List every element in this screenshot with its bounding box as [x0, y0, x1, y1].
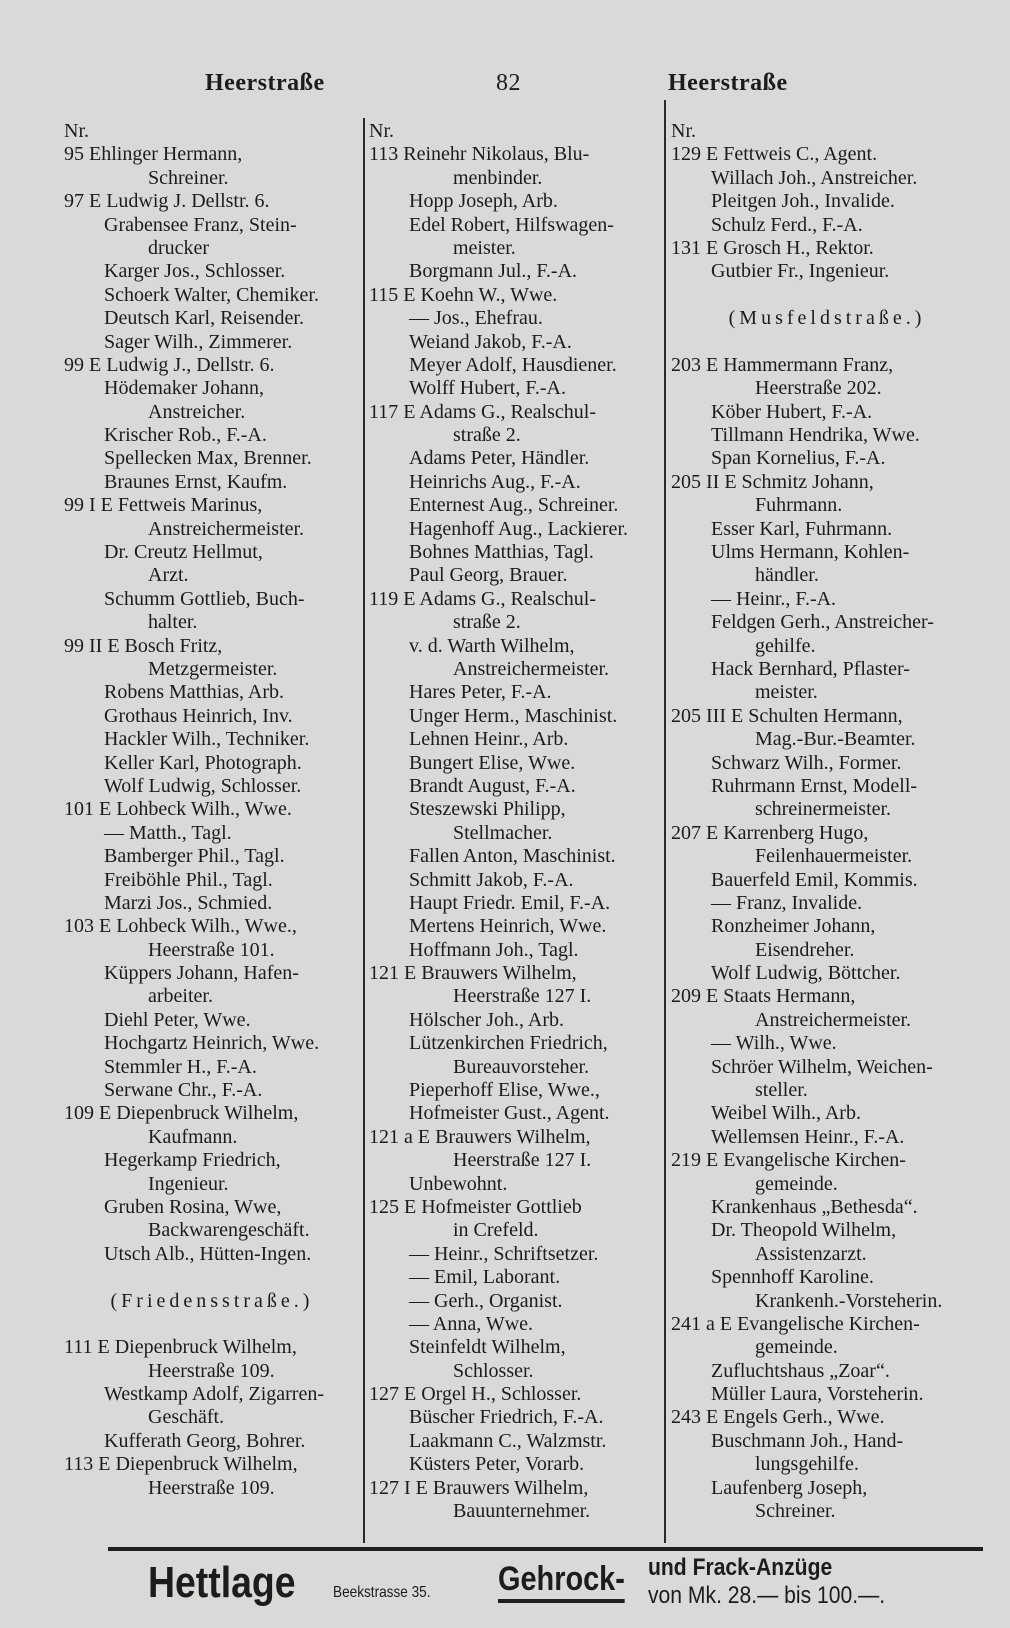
resident-entry: Schmitt Jakob, F.-A.: [409, 868, 574, 891]
resident-entry: Utsch Alb., Hütten-Ingen.: [104, 1242, 312, 1265]
resident-entry: Spennhoff Karoline.: [711, 1266, 874, 1289]
house-entry: 119 E Adams G., Realschul-: [369, 587, 597, 610]
resident-entry: Tillmann Hendrika, Wwe.: [711, 424, 920, 447]
resident-entry: halter.: [148, 611, 198, 634]
resident-entry: Grothaus Heinrich, Inv.: [104, 704, 293, 727]
resident-entry: Unbewohnt.: [409, 1172, 508, 1195]
resident-entry: straße 2.: [453, 424, 521, 447]
left-running-title: Heerstraße: [205, 70, 325, 96]
resident-entry: Bauunternehmer.: [453, 1500, 591, 1523]
resident-entry: Span Kornelius, F.-A.: [711, 447, 886, 470]
house-entry: 241 a E Evangelische Kirchen-: [671, 1312, 920, 1335]
resident-entry: Anstreicher.: [148, 400, 246, 423]
resident-entry: Hackler Wilh., Techniker.: [104, 728, 310, 751]
house-entry: 243 E Engels Gerh., Wwe.: [671, 1406, 885, 1429]
resident-entry: Hack Bernhard, Pflaster-: [711, 657, 910, 680]
resident-entry: Schreiner.: [755, 1500, 836, 1523]
house-entry: 207 E Karrenberg Hugo,: [671, 821, 869, 844]
resident-entry: Ruhrmann Ernst, Modell-: [711, 774, 918, 797]
resident-entry: Karger Jos., Schlosser.: [104, 260, 286, 283]
resident-entry: Ulms Hermann, Kohlen-: [711, 541, 910, 564]
resident-entry: Küsters Peter, Vorarb.: [409, 1453, 585, 1476]
resident-entry: Bamberger Phil., Tagl.: [104, 845, 285, 868]
resident-entry: Kufferath Georg, Bohrer.: [104, 1429, 306, 1452]
resident-entry: Edel Robert, Hilfswagen-: [409, 213, 614, 236]
resident-entry: Meyer Adolf, Hausdiener.: [409, 353, 617, 376]
resident-entry: Metzgermeister.: [148, 657, 278, 680]
resident-entry: Schlosser.: [453, 1359, 534, 1382]
resident-entry: Schoerk Walter, Chemiker.: [104, 283, 319, 306]
column-3: [671, 120, 983, 1523]
house-entry: 203 E Hammermann Franz,: [671, 353, 894, 376]
column-divider: [363, 118, 365, 1543]
resident-entry: — Gerh., Organist.: [409, 1289, 563, 1312]
house-entry: 99 E Ludwig J., Dellstr. 6.: [64, 353, 275, 376]
resident-entry: straße 2.: [453, 611, 521, 634]
resident-entry: — Heinr., F.-A.: [711, 587, 837, 610]
resident-entry: Laakmann C., Walzmstr.: [409, 1429, 607, 1452]
resident-entry: Buschmann Joh., Hand-: [711, 1429, 904, 1452]
house-entry: 121 E Brauwers Wilhelm,: [369, 962, 577, 985]
house-entry: 103 E Lohbeck Wilh., Wwe.,: [64, 915, 297, 938]
resident-entry: Adams Peter, Händler.: [409, 447, 590, 470]
house-entry: 127 E Orgel H., Schlosser.: [369, 1383, 582, 1406]
house-entry: Nr.: [64, 120, 89, 142]
resident-entry: Eisendreher.: [755, 938, 855, 961]
street-subheading: (Musfeldstraße.): [728, 307, 926, 330]
resident-entry: Stellmacher.: [453, 821, 553, 844]
resident-entry: Anstreichermeister.: [148, 517, 305, 540]
house-entry: 127 I E Brauwers Wilhelm,: [369, 1476, 589, 1499]
resident-entry: Hödemaker Johann,: [104, 377, 264, 400]
resident-entry: Wolf Ludwig, Böttcher.: [711, 962, 901, 985]
resident-entry: Pieperhoff Elise, Wwe.,: [409, 1079, 600, 1102]
resident-entry: Dr. Creutz Hellmut,: [104, 541, 263, 564]
resident-entry: Hopp Joseph, Arb.: [409, 190, 558, 213]
resident-entry: Kaufmann.: [148, 1125, 238, 1148]
resident-entry: drucker: [148, 236, 210, 259]
resident-entry: Freiböhle Phil., Tagl.: [104, 868, 273, 891]
house-entry: 117 E Adams G., Realschul-: [369, 400, 597, 423]
resident-entry: Deutsch Karl, Reisender.: [104, 307, 304, 330]
resident-entry: Mag.-Bur.-Beamter.: [755, 728, 916, 751]
resident-entry: Westkamp Adolf, Zigarren-: [104, 1383, 324, 1406]
resident-entry: Hofmeister Gust., Agent.: [409, 1102, 610, 1125]
resident-entry: Borgmann Jul., F.-A.: [409, 260, 578, 283]
resident-entry: Fuhrmann.: [755, 494, 843, 517]
ad-brand: Hettlage: [148, 1558, 296, 1607]
house-entry: 101 E Lohbeck Wilh., Wwe.: [64, 798, 292, 821]
resident-entry: lungsgehilfe.: [755, 1453, 859, 1476]
house-entry: 95 Ehlinger Hermann,: [64, 143, 243, 166]
ad-line-2: von Mk. 28.— bis 100.—.: [648, 1582, 886, 1609]
resident-entry: Unger Herm., Maschinist.: [409, 704, 618, 727]
resident-entry: Heerstraße 127 I.: [453, 985, 592, 1008]
resident-entry: Gutbier Fr., Ingenieur.: [711, 260, 890, 283]
resident-entry: Diehl Peter, Wwe.: [104, 1008, 251, 1031]
house-entry: 205 II E Schmitz Johann,: [671, 470, 874, 493]
resident-entry: Hares Peter, F.-A.: [409, 681, 552, 704]
resident-entry: Steszewski Philipp,: [409, 798, 566, 821]
ad-line-1: und Frack-Anzüge: [648, 1554, 833, 1581]
house-entry: 99 II E Bosch Fritz,: [64, 634, 223, 657]
resident-entry: Ronzheimer Johann,: [711, 915, 876, 938]
resident-entry: Schumm Gottlieb, Buch-: [104, 587, 305, 610]
resident-entry: Braunes Ernst, Kaufm.: [104, 470, 288, 493]
page-number: 82: [496, 70, 521, 96]
resident-entry: Hochgartz Heinrich, Wwe.: [104, 1032, 320, 1055]
resident-entry: Laufenberg Joseph,: [711, 1476, 868, 1499]
house-entry: 115 E Koehn W., Wwe.: [369, 283, 558, 306]
resident-entry: Steinfeldt Wilhelm,: [409, 1336, 566, 1359]
resident-entry: Lützenkirchen Friedrich,: [409, 1032, 608, 1055]
house-entry: 111 E Diepenbruck Wilhelm,: [64, 1336, 297, 1359]
resident-entry: Bureauvorsteher.: [453, 1055, 590, 1078]
resident-entry: Wolff Hubert, F.-A.: [409, 377, 566, 400]
resident-entry: Bauerfeld Emil, Kommis.: [711, 868, 918, 891]
resident-entry: arbeiter.: [148, 985, 213, 1008]
resident-entry: steller.: [755, 1079, 808, 1102]
resident-entry: Krischer Rob., F.-A.: [104, 424, 267, 447]
resident-entry: Serwane Chr., F.-A.: [104, 1079, 263, 1102]
house-entry: 131 E Grosch H., Rektor.: [671, 236, 874, 259]
resident-entry: Heerstraße 127 I.: [453, 1149, 592, 1172]
house-entry: 129 E Fettweis C., Agent.: [671, 143, 878, 166]
resident-entry: Willach Joh., Anstreicher.: [711, 166, 918, 189]
resident-entry: Anstreichermeister.: [755, 1008, 912, 1031]
resident-entry: Schwarz Wilh., Former.: [711, 751, 902, 774]
resident-entry: — Anna, Wwe.: [409, 1312, 534, 1335]
resident-entry: Gruben Rosina, Wwe,: [104, 1195, 282, 1218]
resident-entry: Esser Karl, Fuhrmann.: [711, 517, 893, 540]
house-entry: 113 Reinehr Nikolaus, Blu-: [369, 143, 590, 166]
resident-entry: Fallen Anton, Maschinist.: [409, 845, 616, 868]
resident-entry: Grabensee Franz, Stein-: [104, 213, 297, 236]
ad-address: Beekstrasse 35.: [333, 1584, 431, 1601]
resident-entry: Köber Hubert, F.-A.: [711, 400, 873, 423]
resident-entry: Stemmler H., F.-A.: [104, 1055, 257, 1078]
house-entry: Nr.: [369, 120, 394, 142]
resident-entry: schreinermeister.: [755, 798, 892, 821]
column-2: [369, 120, 661, 1523]
house-entry: 97 E Ludwig J. Dellstr. 6.: [64, 190, 270, 213]
resident-entry: v. d. Warth Wilhelm,: [409, 634, 575, 657]
resident-entry: Mertens Heinrich, Wwe.: [409, 915, 607, 938]
spacer: [64, 1266, 360, 1289]
house-entry: 121 a E Brauwers Wilhelm,: [369, 1125, 591, 1148]
resident-entry: Brandt August, F.-A.: [409, 774, 576, 797]
resident-entry: Schreiner.: [148, 166, 229, 189]
resident-entry: Büscher Friedrich, F.-A.: [409, 1406, 604, 1429]
resident-entry: gemeinde.: [755, 1336, 838, 1359]
resident-entry: Feilenhauermeister.: [755, 845, 913, 868]
resident-entry: Keller Karl, Photograph.: [104, 751, 302, 774]
resident-entry: Krankenhaus „Bethesda“.: [711, 1195, 918, 1218]
spacer: [671, 284, 983, 307]
resident-entry: Bungert Elise, Wwe.: [409, 751, 576, 774]
resident-entry: Enternest Aug., Schreiner.: [409, 494, 619, 517]
street-subheading: (Friedensstraße.): [110, 1289, 314, 1312]
resident-entry: Weiand Jakob, F.-A.: [409, 330, 572, 353]
resident-entry: Hagenhoff Aug., Lackierer.: [409, 517, 628, 540]
house-entry: 205 III E Schulten Hermann,: [671, 704, 903, 727]
resident-entry: Paul Georg, Brauer.: [409, 564, 568, 587]
resident-entry: händler.: [755, 564, 819, 587]
column-1: [64, 120, 360, 1500]
resident-entry: menbinder.: [453, 166, 543, 189]
resident-entry: Haupt Friedr. Emil, F.-A.: [409, 891, 611, 914]
house-entry: 219 E Evangelische Kirchen-: [671, 1149, 906, 1172]
resident-entry: Heerstraße 202.: [755, 377, 882, 400]
resident-entry: Heinrichs Aug., F.-A.: [409, 470, 581, 493]
resident-entry: Wolf Ludwig, Schlosser.: [104, 774, 302, 797]
resident-entry: gemeinde.: [755, 1172, 838, 1195]
resident-entry: Bohnes Matthias, Tagl.: [409, 541, 594, 564]
resident-entry: Anstreichermeister.: [453, 657, 610, 680]
house-entry: Nr.: [671, 120, 696, 142]
resident-entry: Wellemsen Heinr., F.-A.: [711, 1125, 905, 1148]
resident-entry: Geschäft.: [148, 1406, 225, 1429]
right-running-title: Heerstraße: [668, 70, 788, 96]
resident-entry: — Jos., Ehefrau.: [409, 307, 543, 330]
resident-entry: Hegerkamp Friedrich,: [104, 1149, 281, 1172]
house-entry: 113 E Diepenbruck Wilhelm,: [64, 1453, 298, 1476]
resident-entry: Lehnen Heinr., Arb.: [409, 728, 569, 751]
resident-entry: Assistenzarzt.: [755, 1242, 867, 1265]
footer-rule: [108, 1547, 983, 1551]
resident-entry: meister.: [453, 236, 516, 259]
resident-entry: — Wilh., Wwe.: [711, 1032, 837, 1055]
resident-entry: meister.: [755, 681, 818, 704]
house-entry: 209 E Staats Hermann,: [671, 985, 856, 1008]
resident-entry: Robens Matthias, Arb.: [104, 681, 284, 704]
resident-entry: Zufluchtshaus „Zoar“.: [711, 1359, 890, 1382]
ad-product: Gehrock-: [498, 1560, 625, 1603]
resident-entry: Schröer Wilhelm, Weichen-: [711, 1055, 933, 1078]
house-entry: 99 I E Fettweis Marinus,: [64, 494, 263, 517]
resident-entry: Müller Laura, Vorsteherin.: [711, 1383, 924, 1406]
house-entry: 125 E Hofmeister Gottlieb: [369, 1195, 582, 1218]
column-divider: [664, 100, 666, 1543]
resident-entry: Sager Wilh., Zimmerer.: [104, 330, 293, 353]
spacer: [64, 1313, 360, 1336]
resident-entry: Pleitgen Joh., Invalide.: [711, 190, 895, 213]
spacer: [671, 331, 983, 354]
resident-entry: Heerstraße 101.: [148, 938, 275, 961]
resident-entry: Krankenh.-Vorsteherin.: [755, 1289, 943, 1312]
resident-entry: Arzt.: [148, 564, 189, 587]
resident-entry: Heerstraße 109.: [148, 1476, 275, 1499]
resident-entry: — Emil, Laborant.: [409, 1266, 561, 1289]
resident-entry: Marzi Jos., Schmied.: [104, 891, 273, 914]
resident-entry: — Heinr., Schriftsetzer.: [409, 1242, 599, 1265]
resident-entry: — Matth., Tagl.: [104, 821, 232, 844]
resident-entry: Dr. Theopold Wilhelm,: [711, 1219, 897, 1242]
resident-entry: Heerstraße 109.: [148, 1359, 275, 1382]
resident-entry: Schulz Ferd., F.-A.: [711, 213, 863, 236]
house-entry: 109 E Diepenbruck Wilhelm,: [64, 1102, 299, 1125]
resident-entry: in Crefeld.: [453, 1219, 539, 1242]
resident-entry: Feldgen Gerh., Anstreicher-: [711, 611, 934, 634]
resident-entry: Hölscher Joh., Arb.: [409, 1008, 564, 1031]
resident-entry: Spellecken Max, Brenner.: [104, 447, 312, 470]
resident-entry: Küppers Johann, Hafen-: [104, 962, 299, 985]
resident-entry: Weibel Wilh., Arb.: [711, 1102, 861, 1125]
resident-entry: Ingenieur.: [148, 1172, 229, 1195]
resident-entry: — Franz, Invalide.: [711, 891, 863, 914]
resident-entry: gehilfe.: [755, 634, 816, 657]
resident-entry: Hoffmann Joh., Tagl.: [409, 938, 579, 961]
resident-entry: Backwarengeschäft.: [148, 1219, 310, 1242]
